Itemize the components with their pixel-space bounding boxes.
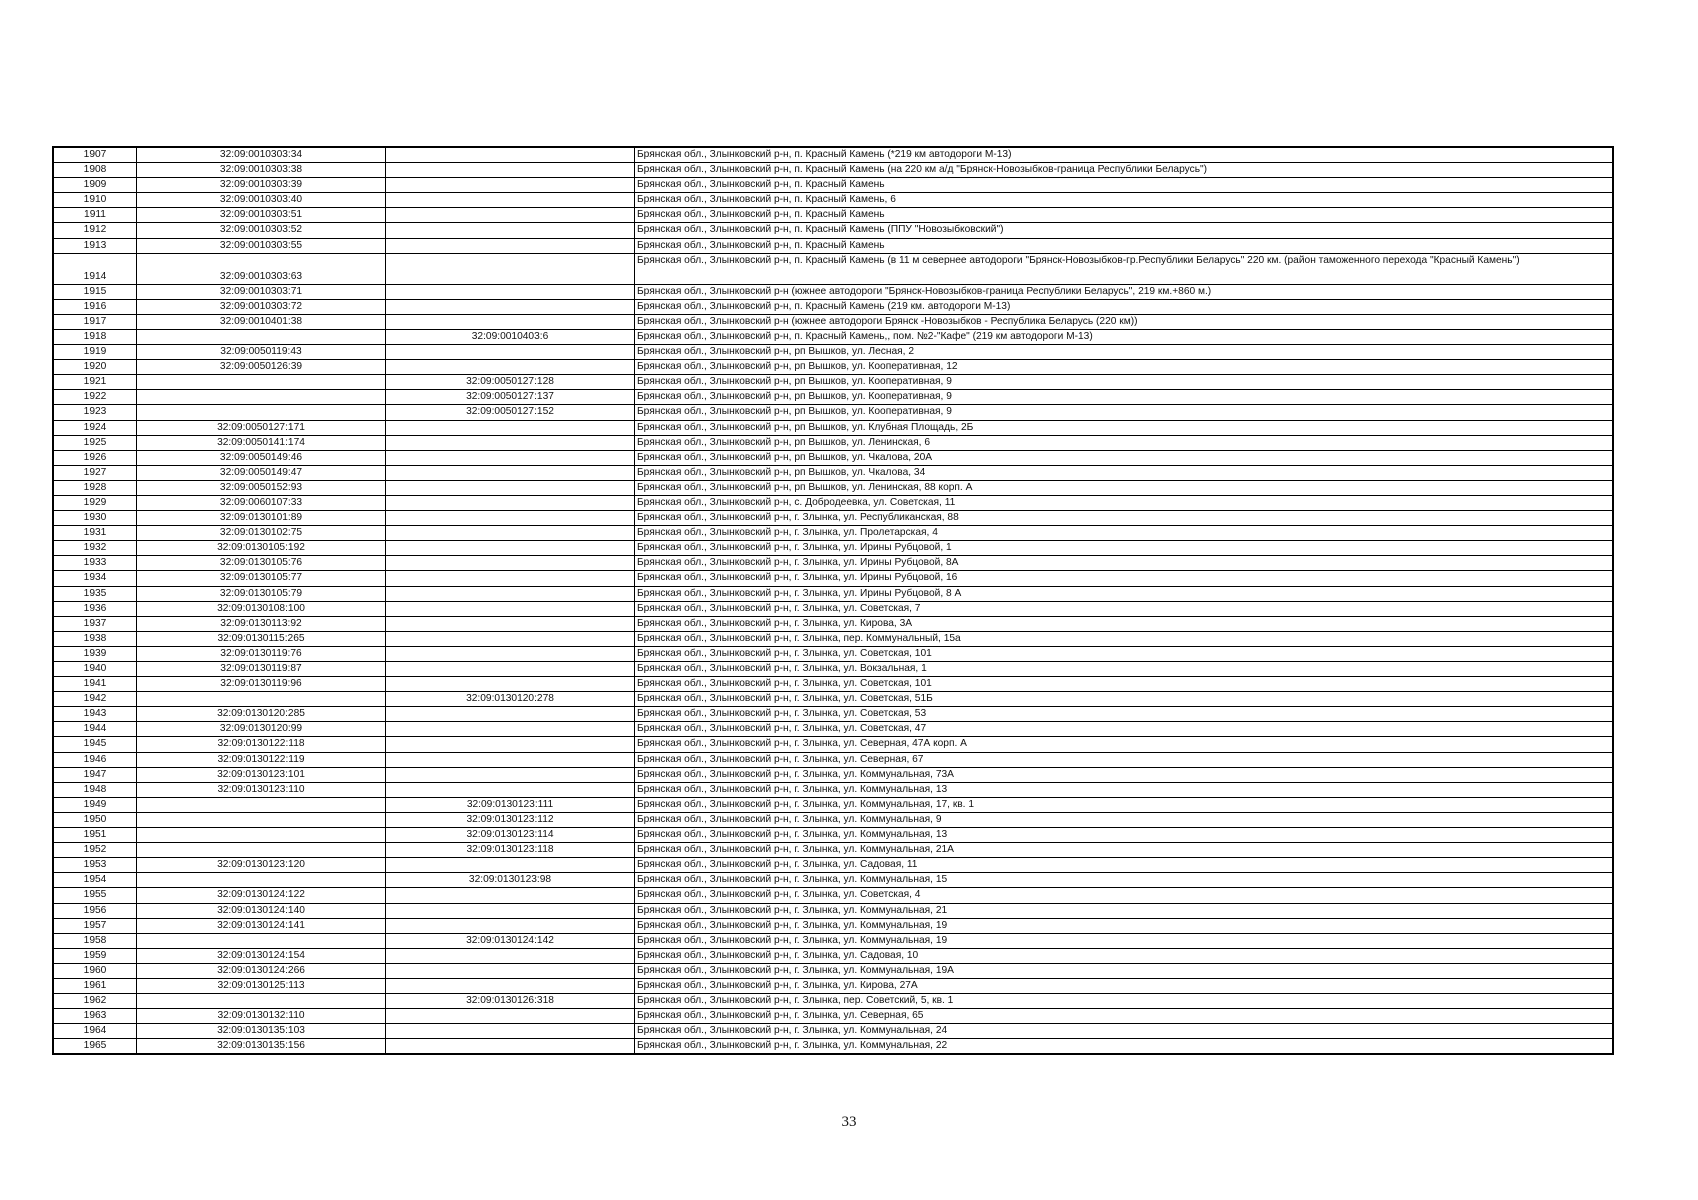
land-cadastral-number-cell: 32:09:0010303:71 <box>137 284 386 299</box>
land-cadastral-number-cell: 32:09:0130135:156 <box>137 1039 386 1055</box>
row-number-cell: 1919 <box>53 345 137 360</box>
premises-cadastral-number-cell <box>386 526 635 541</box>
table-row <box>53 933 1613 948</box>
address-cell: Брянская обл., Злынковский р-н, г. Злынка, ул. Коммунальная, 73А <box>635 767 1614 782</box>
table-row <box>53 314 1613 329</box>
premises-cadastral-number-cell: 32:09:0130123:111 <box>386 797 635 812</box>
address-cell: Брянская обл., Злынковский р-н, г. Злынка, ул. Коммунальная, 13 <box>635 828 1614 843</box>
address-cell: Брянская обл., Злынковский р-н, рп Вышков, ул. Чкалова, 20А <box>635 450 1614 465</box>
address-cell: Брянская обл., Злынковский р-н, г. Злынка, ул. Вокзальная, 1 <box>635 662 1614 677</box>
row-number-cell: 1927 <box>53 465 137 480</box>
land-cadastral-number-cell <box>137 828 386 843</box>
land-cadastral-number-cell: 32:09:0130105:192 <box>137 541 386 556</box>
premises-cadastral-number-cell: 32:09:0130120:278 <box>386 692 635 707</box>
premises-cadastral-number-cell <box>386 299 635 314</box>
table-row <box>53 797 1613 812</box>
land-cadastral-number-cell <box>137 375 386 390</box>
land-cadastral-number-cell: 32:09:0130108:100 <box>137 601 386 616</box>
table-row <box>53 662 1613 677</box>
row-number-cell: 1916 <box>53 299 137 314</box>
row-number-cell: 1959 <box>53 948 137 963</box>
row-number-cell: 1909 <box>53 178 137 193</box>
table-row <box>53 1039 1613 1055</box>
premises-cadastral-number-cell <box>386 1009 635 1024</box>
address-cell: Брянская обл., Злынковский р-н, п. Красный Камень (*219 км автодороги М-13) <box>635 147 1614 163</box>
row-number-cell: 1960 <box>53 963 137 978</box>
address-cell: Брянская обл., Злынковский р-н, рп Вышков, ул. Ленинская, 88 корп. А <box>635 480 1614 495</box>
address-cell: Брянская обл., Злынковский р-н, г. Злынка, ул. Коммунальная, 19 <box>635 918 1614 933</box>
table-row <box>53 1009 1613 1024</box>
land-cadastral-number-cell <box>137 843 386 858</box>
row-number-cell: 1934 <box>53 571 137 586</box>
row-number-cell: 1915 <box>53 284 137 299</box>
land-cadastral-number-cell: 32:09:0130105:79 <box>137 586 386 601</box>
premises-cadastral-number-cell <box>386 495 635 510</box>
row-number-cell: 1956 <box>53 903 137 918</box>
row-number-cell: 1949 <box>53 797 137 812</box>
address-cell: Брянская обл., Злынковский р-н, г. Злынка, ул. Коммунальная, 15 <box>635 873 1614 888</box>
address-cell: Брянская обл., Злынковский р-н, рп Вышков, ул. Кооперативная, 12 <box>635 360 1614 375</box>
row-number-cell: 1951 <box>53 828 137 843</box>
table-row <box>53 978 1613 993</box>
row-number-cell: 1913 <box>53 238 137 253</box>
land-cadastral-number-cell: 32:09:0010401:38 <box>137 314 386 329</box>
address-cell: Брянская обл., Злынковский р-н, г. Злынка, ул. Советская, 47 <box>635 722 1614 737</box>
table-row <box>53 420 1613 435</box>
address-cell: Брянская обл., Злынковский р-н, рп Вышков, ул. Кооперативная, 9 <box>635 375 1614 390</box>
land-cadastral-number-cell <box>137 329 386 344</box>
land-cadastral-number-cell <box>137 873 386 888</box>
premises-cadastral-number-cell <box>386 571 635 586</box>
address-cell: Брянская обл., Злынковский р-н, г. Злынка, ул. Садовая, 10 <box>635 948 1614 963</box>
land-cadastral-number-cell: 32:09:0010303:63 <box>137 253 386 284</box>
premises-cadastral-number-cell <box>386 223 635 238</box>
table-row <box>53 360 1613 375</box>
row-number-cell: 1952 <box>53 843 137 858</box>
table-row <box>53 888 1613 903</box>
premises-cadastral-number-cell <box>386 662 635 677</box>
address-cell: Брянская обл., Злынковский р-н, г. Злынка, ул. Кирова, 27А <box>635 978 1614 993</box>
table-row <box>53 223 1613 238</box>
address-cell: Брянская обл., Злынковский р-н, г. Злынка, ул. Коммунальная, 21А <box>635 843 1614 858</box>
address-cell: Брянская обл., Злынковский р-н, г. Злынка, ул. Коммунальная, 13 <box>635 782 1614 797</box>
row-number-cell: 1940 <box>53 662 137 677</box>
premises-cadastral-number-cell <box>386 420 635 435</box>
table-row <box>53 707 1613 722</box>
table-row <box>53 375 1613 390</box>
premises-cadastral-number-cell <box>386 1039 635 1055</box>
row-number-cell: 1908 <box>53 163 137 178</box>
premises-cadastral-number-cell <box>386 677 635 692</box>
table-row <box>53 918 1613 933</box>
land-cadastral-number-cell: 32:09:0130119:76 <box>137 646 386 661</box>
table-row <box>53 208 1613 223</box>
row-number-cell: 1924 <box>53 420 137 435</box>
address-cell: Брянская обл., Злынковский р-н, г. Злынка, ул. Республиканская, 88 <box>635 511 1614 526</box>
land-cadastral-number-cell: 32:09:0130113:92 <box>137 616 386 631</box>
row-number-cell: 1922 <box>53 390 137 405</box>
table-row <box>53 631 1613 646</box>
row-number-cell: 1914 <box>53 253 137 284</box>
address-cell: Брянская обл., Злынковский р-н, г. Злынка, ул. Коммунальная, 9 <box>635 812 1614 827</box>
land-cadastral-number-cell: 32:09:0050152:93 <box>137 480 386 495</box>
row-number-cell: 1944 <box>53 722 137 737</box>
premises-cadastral-number-cell <box>386 178 635 193</box>
address-cell: Брянская обл., Злынковский р-н, п. Красный Камень, 6 <box>635 193 1614 208</box>
page-number: 33 <box>841 1114 857 1130</box>
premises-cadastral-number-cell <box>386 601 635 616</box>
address-cell: Брянская обл., Злынковский р-н, г. Злынка, ул. Коммунальная, 19А <box>635 963 1614 978</box>
address-cell: Брянская обл., Злынковский р-н, г. Злынка, ул. Советская, 101 <box>635 677 1614 692</box>
table-row <box>53 178 1613 193</box>
row-number-cell: 1948 <box>53 782 137 797</box>
premises-cadastral-number-cell <box>386 646 635 661</box>
land-cadastral-number-cell <box>137 933 386 948</box>
premises-cadastral-number-cell <box>386 253 635 284</box>
address-cell: Брянская обл., Злынковский р-н, п. Красный Камень <box>635 208 1614 223</box>
address-cell: Брянская обл., Злынковский р-н, п. Красный Камень (ППУ "Новозыбковский") <box>635 223 1614 238</box>
table-row <box>53 345 1613 360</box>
land-cadastral-number-cell: 32:09:0130105:77 <box>137 571 386 586</box>
premises-cadastral-number-cell: 32:09:0010403:6 <box>386 329 635 344</box>
address-cell: Брянская обл., Злынковский р-н, г. Злынка, ул. Кирова, 3А <box>635 616 1614 631</box>
table-row <box>53 526 1613 541</box>
land-cadastral-number-cell: 32:09:0130123:110 <box>137 782 386 797</box>
premises-cadastral-number-cell <box>386 631 635 646</box>
address-cell: Брянская обл., Злынковский р-н, г. Злынка, ул. Советская, 53 <box>635 707 1614 722</box>
land-cadastral-number-cell: 32:09:0010303:55 <box>137 238 386 253</box>
row-number-cell: 1931 <box>53 526 137 541</box>
table-row <box>53 948 1613 963</box>
table-row <box>53 405 1613 420</box>
row-number-cell: 1964 <box>53 1024 137 1039</box>
address-cell: Брянская обл., Злынковский р-н, г. Злынка, ул. Советская, 101 <box>635 646 1614 661</box>
row-number-cell: 1962 <box>53 994 137 1009</box>
premises-cadastral-number-cell <box>386 147 635 163</box>
row-number-cell: 1910 <box>53 193 137 208</box>
land-cadastral-number-cell: 32:09:0130119:87 <box>137 662 386 677</box>
premises-cadastral-number-cell <box>386 238 635 253</box>
row-number-cell: 1939 <box>53 646 137 661</box>
premises-cadastral-number-cell <box>386 722 635 737</box>
table-row <box>53 450 1613 465</box>
address-cell: Брянская обл., Злынковский р-н, г. Злынка, ул. Ирины Рубцовой, 16 <box>635 571 1614 586</box>
row-number-cell: 1933 <box>53 556 137 571</box>
land-cadastral-number-cell: 32:09:0130124:141 <box>137 918 386 933</box>
row-number-cell: 1912 <box>53 223 137 238</box>
table-row <box>53 782 1613 797</box>
table-row <box>53 541 1613 556</box>
premises-cadastral-number-cell <box>386 556 635 571</box>
premises-cadastral-number-cell <box>386 752 635 767</box>
row-number-cell: 1946 <box>53 752 137 767</box>
row-number-cell: 1938 <box>53 631 137 646</box>
table-row <box>53 858 1613 873</box>
table-row <box>53 435 1613 450</box>
table-row <box>53 843 1613 858</box>
row-number-cell: 1961 <box>53 978 137 993</box>
land-cadastral-number-cell: 32:09:0130120:99 <box>137 722 386 737</box>
address-cell: Брянская обл., Злынковский р-н, рп Вышков, ул. Чкалова, 34 <box>635 465 1614 480</box>
premises-cadastral-number-cell <box>386 918 635 933</box>
premises-cadastral-number-cell <box>386 163 635 178</box>
table-row <box>53 284 1613 299</box>
land-cadastral-number-cell <box>137 390 386 405</box>
land-cadastral-number-cell: 32:09:0050149:46 <box>137 450 386 465</box>
premises-cadastral-number-cell <box>386 858 635 873</box>
address-cell: Брянская обл., Злынковский р-н, г. Злынка, ул. Северная, 67 <box>635 752 1614 767</box>
land-cadastral-number-cell: 32:09:0060107:33 <box>137 495 386 510</box>
address-cell: Брянская обл., Злынковский р-н, г. Злынка, ул. Ирины Рубцовой, 8А <box>635 556 1614 571</box>
table-row <box>53 752 1613 767</box>
land-cadastral-number-cell <box>137 692 386 707</box>
table-row <box>53 390 1613 405</box>
premises-cadastral-number-cell: 32:09:0130124:142 <box>386 933 635 948</box>
table-row <box>53 329 1613 344</box>
row-number-cell: 1953 <box>53 858 137 873</box>
row-number-cell: 1928 <box>53 480 137 495</box>
address-cell: Брянская обл., Злынковский р-н, п. Красный Камень (на 220 км а/д "Брянск-Новозыбков-граница Республики Беларусь") <box>635 163 1614 178</box>
table-row <box>53 737 1613 752</box>
table-row <box>53 677 1613 692</box>
address-cell: Брянская обл., Злынковский р-н, г. Злынка, ул. Коммунальная, 22 <box>635 1039 1614 1055</box>
premises-cadastral-number-cell: 32:09:0050127:128 <box>386 375 635 390</box>
table-row <box>53 963 1613 978</box>
row-number-cell: 1926 <box>53 450 137 465</box>
table-row <box>53 646 1613 661</box>
premises-cadastral-number-cell <box>386 511 635 526</box>
row-number-cell: 1918 <box>53 329 137 344</box>
land-cadastral-number-cell: 32:09:0010303:52 <box>137 223 386 238</box>
address-cell: Брянская обл., Злынковский р-н, г. Злынка, ул. Ирины Рубцовой, 8 А <box>635 586 1614 601</box>
table-row <box>53 299 1613 314</box>
row-number-cell: 1957 <box>53 918 137 933</box>
row-number-cell: 1965 <box>53 1039 137 1055</box>
row-number-cell: 1943 <box>53 707 137 722</box>
premises-cadastral-number-cell <box>386 360 635 375</box>
address-cell: Брянская обл., Злынковский р-н, рп Вышков, ул. Лесная, 2 <box>635 345 1614 360</box>
row-number-cell: 1937 <box>53 616 137 631</box>
land-cadastral-number-cell: 32:09:0130120:285 <box>137 707 386 722</box>
row-number-cell: 1947 <box>53 767 137 782</box>
address-cell: Брянская обл., Злынковский р-н, рп Вышков, ул. Клубная Площадь, 2Б <box>635 420 1614 435</box>
row-number-cell: 1907 <box>53 147 137 163</box>
land-cadastral-number-cell: 32:09:0130132:110 <box>137 1009 386 1024</box>
premises-cadastral-number-cell <box>386 450 635 465</box>
land-cadastral-number-cell: 32:09:0130123:101 <box>137 767 386 782</box>
table-body <box>53 147 1613 1054</box>
land-cadastral-number-cell: 32:09:0010303:40 <box>137 193 386 208</box>
address-cell: Брянская обл., Злынковский р-н, г. Злынка, ул. Ирины Рубцовой, 1 <box>635 541 1614 556</box>
table-row <box>53 722 1613 737</box>
row-number-cell: 1955 <box>53 888 137 903</box>
row-number-cell: 1935 <box>53 586 137 601</box>
address-cell: Брянская обл., Злынковский р-н, г. Злынка, ул. Садовая, 11 <box>635 858 1614 873</box>
table-row <box>53 767 1613 782</box>
premises-cadastral-number-cell <box>386 963 635 978</box>
address-cell: Брянская обл., Злынковский р-н, г. Злынка, ул. Коммунальная, 19 <box>635 933 1614 948</box>
table-row <box>53 1024 1613 1039</box>
address-cell: Брянская обл., Злынковский р-н, г. Злынка, ул. Северная, 65 <box>635 1009 1614 1024</box>
address-cell: Брянская обл., Злынковский р-н (южнее автодороги "Брянск-Новозыбков-граница Республики Беларусь", 219 км.+860 м.) <box>635 284 1614 299</box>
land-cadastral-number-cell: 32:09:0130105:76 <box>137 556 386 571</box>
table-row <box>53 903 1613 918</box>
land-cadastral-number-cell: 32:09:0130125:113 <box>137 978 386 993</box>
premises-cadastral-number-cell <box>386 707 635 722</box>
address-cell: Брянская обл., Злынковский р-н, г. Злынка, ул. Советская, 51Б <box>635 692 1614 707</box>
address-cell: Брянская обл., Злынковский р-н, рп Вышков, ул. Кооперативная, 9 <box>635 390 1614 405</box>
row-number-cell: 1950 <box>53 812 137 827</box>
row-number-cell: 1936 <box>53 601 137 616</box>
premises-cadastral-number-cell <box>386 782 635 797</box>
land-cadastral-number-cell: 32:09:0050119:43 <box>137 345 386 360</box>
table-row <box>53 163 1613 178</box>
land-cadastral-number-cell: 32:09:0050141:174 <box>137 435 386 450</box>
address-cell: Брянская обл., Злынковский р-н, г. Злынка, ул. Пролетарская, 4 <box>635 526 1614 541</box>
land-cadastral-number-cell: 32:09:0010303:38 <box>137 163 386 178</box>
premises-cadastral-number-cell: 32:09:0130123:112 <box>386 812 635 827</box>
land-cadastral-number-cell: 32:09:0130122:118 <box>137 737 386 752</box>
address-cell: Брянская обл., Злынковский р-н, с. Добродеевка, ул. Советская, 11 <box>635 495 1614 510</box>
land-cadastral-number-cell: 32:09:0130115:265 <box>137 631 386 646</box>
table-row <box>53 193 1613 208</box>
address-cell: Брянская обл., Злынковский р-н, г. Злынка, ул. Северная, 47А корп. А <box>635 737 1614 752</box>
premises-cadastral-number-cell <box>386 314 635 329</box>
address-cell: Брянская обл., Злынковский р-н, п. Красный Камень (в 11 м севернее автодороги "Брянск-Новозыбков-гр.Республики Беларусь" 220 км. (район таможенного перехода "Красный Камень") <box>635 253 1614 284</box>
row-number-cell: 1930 <box>53 511 137 526</box>
land-cadastral-number-cell: 32:09:0010303:39 <box>137 178 386 193</box>
land-cadastral-number-cell: 32:09:0130101:89 <box>137 511 386 526</box>
premises-cadastral-number-cell <box>386 193 635 208</box>
table-row <box>53 571 1613 586</box>
premises-cadastral-number-cell <box>386 284 635 299</box>
address-cell: Брянская обл., Злынковский р-н, п. Красный Камень <box>635 238 1614 253</box>
address-cell: Брянская обл., Злынковский р-н, г. Злынка, ул. Коммунальная, 21 <box>635 903 1614 918</box>
row-number-cell: 1920 <box>53 360 137 375</box>
row-number-cell: 1932 <box>53 541 137 556</box>
premises-cadastral-number-cell: 32:09:0130123:118 <box>386 843 635 858</box>
row-number-cell: 1917 <box>53 314 137 329</box>
premises-cadastral-number-cell <box>386 480 635 495</box>
land-cadastral-number-cell <box>137 994 386 1009</box>
land-cadastral-number-cell: 32:09:0050127:171 <box>137 420 386 435</box>
premises-cadastral-number-cell <box>386 767 635 782</box>
table-row <box>53 828 1613 843</box>
table-row <box>53 994 1613 1009</box>
table-row <box>53 511 1613 526</box>
premises-cadastral-number-cell <box>386 435 635 450</box>
land-cadastral-number-cell: 32:09:0010303:51 <box>137 208 386 223</box>
premises-cadastral-number-cell <box>386 586 635 601</box>
address-cell: Брянская обл., Злынковский р-н (южнее автодороги Брянск -Новозыбков - Республика Беларусь (220 км)) <box>635 314 1614 329</box>
address-cell: Брянская обл., Злынковский р-н, г. Злынка, ул. Коммунальная, 24 <box>635 1024 1614 1039</box>
table-row <box>53 253 1613 284</box>
land-cadastral-number-cell: 32:09:0130124:140 <box>137 903 386 918</box>
premises-cadastral-number-cell: 32:09:0130123:114 <box>386 828 635 843</box>
land-cadastral-number-cell: 32:09:0130119:96 <box>137 677 386 692</box>
premises-cadastral-number-cell <box>386 1024 635 1039</box>
table-row <box>53 873 1613 888</box>
land-cadastral-number-cell: 32:09:0130102:75 <box>137 526 386 541</box>
table-row <box>53 692 1613 707</box>
land-cadastral-number-cell: 32:09:0130124:266 <box>137 963 386 978</box>
address-cell: Брянская обл., Злынковский р-н, п. Красный Камень <box>635 178 1614 193</box>
premises-cadastral-number-cell <box>386 616 635 631</box>
table-row <box>53 812 1613 827</box>
premises-cadastral-number-cell <box>386 948 635 963</box>
premises-cadastral-number-cell: 32:09:0130126:318 <box>386 994 635 1009</box>
premises-cadastral-number-cell <box>386 208 635 223</box>
address-cell: Брянская обл., Злынковский р-н, п. Красный Камень,, пом. №2-"Кафе" (219 км автодороги М-13) <box>635 329 1614 344</box>
row-number-cell: 1911 <box>53 208 137 223</box>
land-cadastral-number-cell: 32:09:0050149:47 <box>137 465 386 480</box>
property-table <box>52 146 1614 1055</box>
row-number-cell: 1942 <box>53 692 137 707</box>
address-cell: Брянская обл., Злынковский р-н, г. Злынка, пер. Советский, 5, кв. 1 <box>635 994 1614 1009</box>
premises-cadastral-number-cell <box>386 903 635 918</box>
table-row <box>53 616 1613 631</box>
address-cell: Брянская обл., Злынковский р-н, г. Злынка, пер. Коммунальный, 15а <box>635 631 1614 646</box>
row-number-cell: 1921 <box>53 375 137 390</box>
table-row <box>53 556 1613 571</box>
premises-cadastral-number-cell: 32:09:0130123:98 <box>386 873 635 888</box>
row-number-cell: 1923 <box>53 405 137 420</box>
row-number-cell: 1958 <box>53 933 137 948</box>
land-cadastral-number-cell <box>137 797 386 812</box>
table-row <box>53 586 1613 601</box>
premises-cadastral-number-cell <box>386 465 635 480</box>
premises-cadastral-number-cell <box>386 345 635 360</box>
table-row <box>53 147 1613 163</box>
row-number-cell: 1945 <box>53 737 137 752</box>
land-cadastral-number-cell: 32:09:0010303:72 <box>137 299 386 314</box>
land-cadastral-number-cell <box>137 405 386 420</box>
address-cell: Брянская обл., Злынковский р-н, п. Красный Камень (219 км. автодороги М-13) <box>635 299 1614 314</box>
premises-cadastral-number-cell: 32:09:0050127:152 <box>386 405 635 420</box>
row-number-cell: 1929 <box>53 495 137 510</box>
address-cell: Брянская обл., Злынковский р-н, г. Злынка, ул. Советская, 7 <box>635 601 1614 616</box>
land-cadastral-number-cell: 32:09:0130123:120 <box>137 858 386 873</box>
land-cadastral-number-cell: 32:09:0010303:34 <box>137 147 386 163</box>
table-row <box>53 601 1613 616</box>
address-cell: Брянская обл., Злынковский р-н, рп Вышков, ул. Ленинская, 6 <box>635 435 1614 450</box>
row-number-cell: 1925 <box>53 435 137 450</box>
address-cell: Брянская обл., Злынковский р-н, г. Злынка, ул. Коммунальная, 17, кв. 1 <box>635 797 1614 812</box>
row-number-cell: 1941 <box>53 677 137 692</box>
table-row <box>53 465 1613 480</box>
premises-cadastral-number-cell <box>386 978 635 993</box>
address-cell: Брянская обл., Злынковский р-н, г. Злынка, ул. Советская, 4 <box>635 888 1614 903</box>
table-row <box>53 238 1613 253</box>
row-number-cell: 1963 <box>53 1009 137 1024</box>
row-number-cell: 1954 <box>53 873 137 888</box>
premises-cadastral-number-cell <box>386 541 635 556</box>
land-cadastral-number-cell: 32:09:0050126:39 <box>137 360 386 375</box>
land-cadastral-number-cell: 32:09:0130124:154 <box>137 948 386 963</box>
table-row <box>53 495 1613 510</box>
premises-cadastral-number-cell: 32:09:0050127:137 <box>386 390 635 405</box>
land-cadastral-number-cell: 32:09:0130124:122 <box>137 888 386 903</box>
address-cell: Брянская обл., Злынковский р-н, рп Вышков, ул. Кооперативная, 9 <box>635 405 1614 420</box>
land-cadastral-number-cell <box>137 812 386 827</box>
land-cadastral-number-cell: 32:09:0130122:119 <box>137 752 386 767</box>
premises-cadastral-number-cell <box>386 737 635 752</box>
land-cadastral-number-cell: 32:09:0130135:103 <box>137 1024 386 1039</box>
table-row <box>53 480 1613 495</box>
premises-cadastral-number-cell <box>386 888 635 903</box>
